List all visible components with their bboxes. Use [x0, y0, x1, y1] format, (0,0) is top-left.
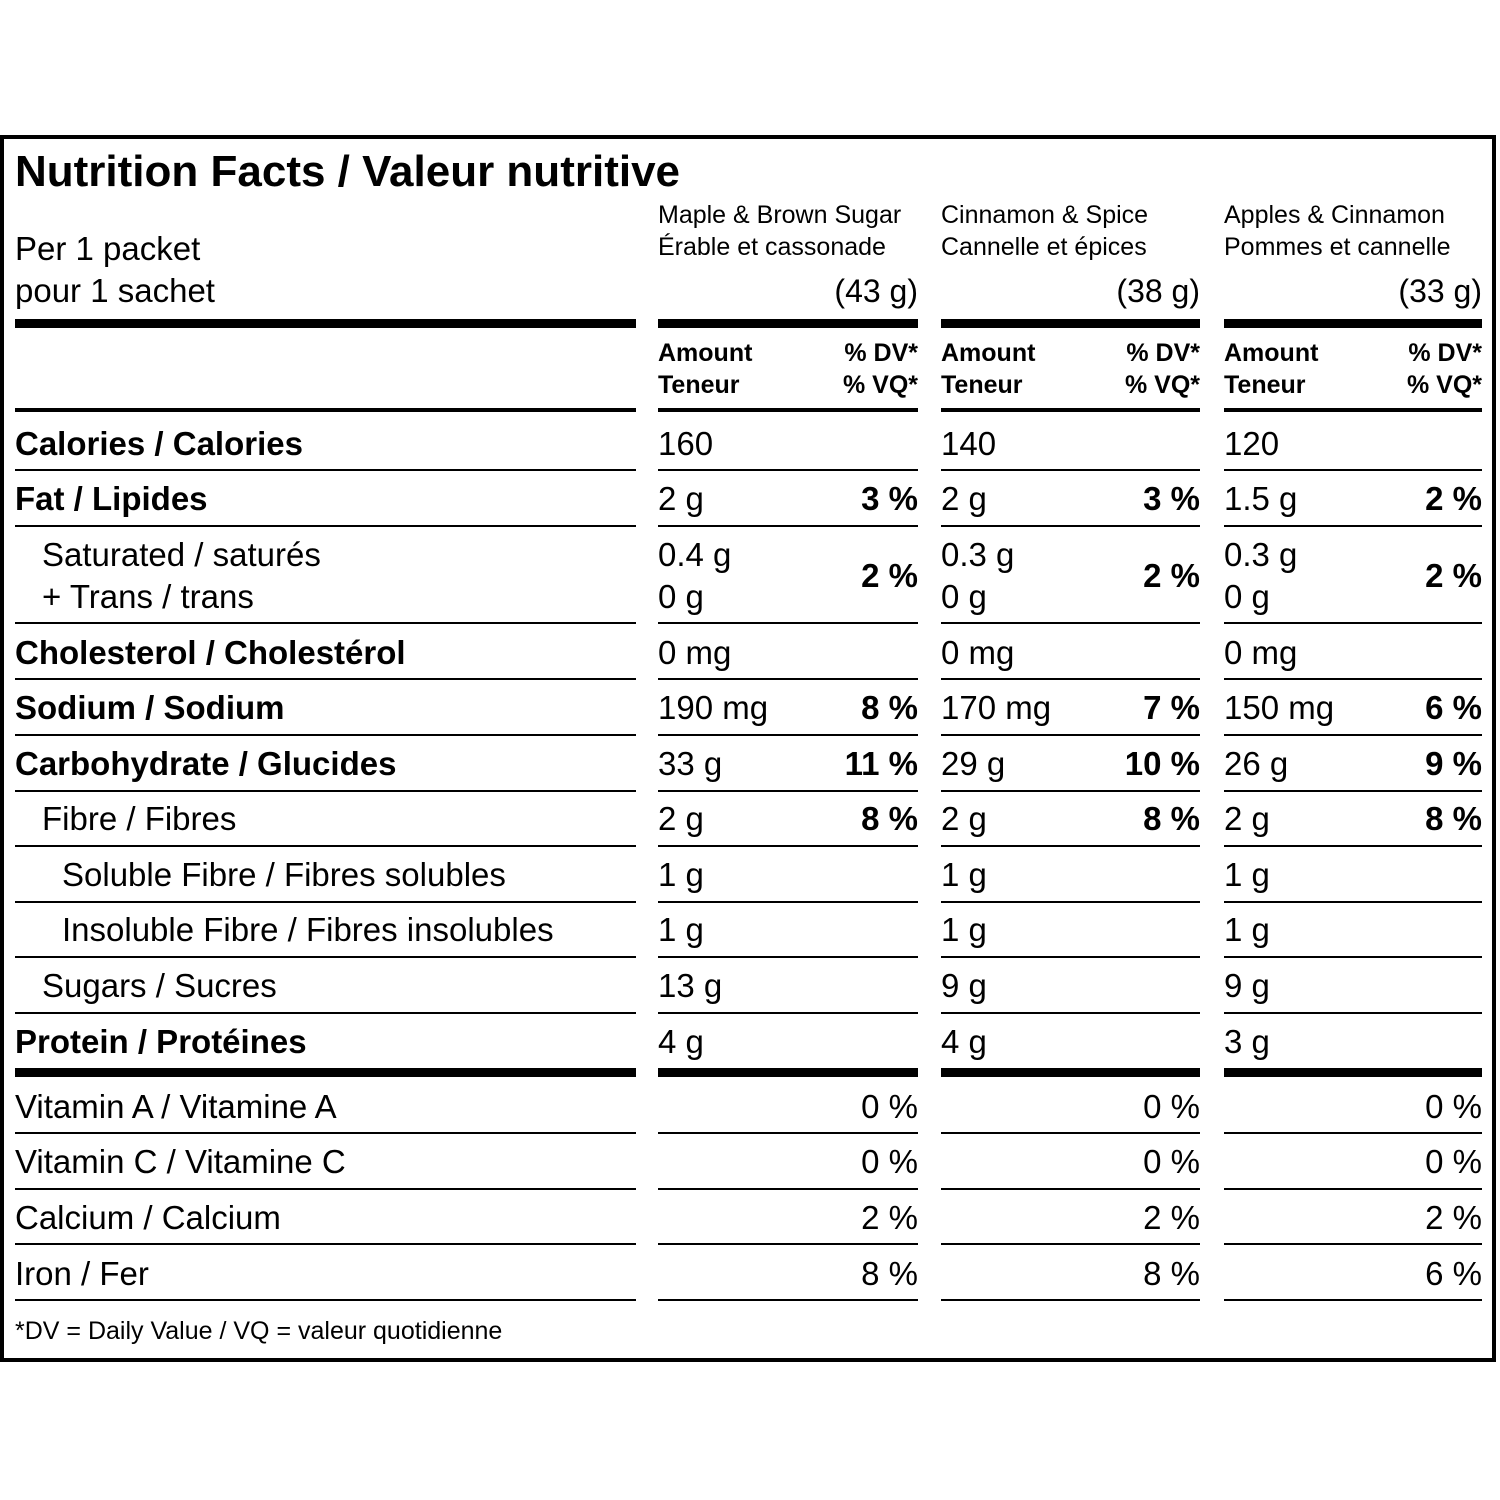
vitamin-dv: 0 %	[1143, 1143, 1200, 1180]
vitamin-dv: 0 %	[1143, 1088, 1200, 1125]
nutrient-amount: 9 g	[1224, 967, 1270, 1004]
header-rule	[658, 408, 918, 412]
vq-label: % VQ*	[1406, 371, 1482, 399]
nutrient-amount: 2 g	[658, 800, 704, 837]
nutrient-label: Soluble Fibre / Fibres solubles	[62, 856, 506, 893]
nutrient-amount: 1 g	[658, 856, 704, 893]
nutrient-amount: 0.4 g	[658, 536, 732, 573]
thick-rule-top	[941, 319, 1200, 328]
row-divider	[15, 1012, 636, 1014]
vitamin-dv: 0 %	[1425, 1088, 1482, 1125]
vitamin-dv: 0 %	[861, 1088, 918, 1125]
nutrient-amount: 0 mg	[658, 634, 732, 671]
amount-label-fr: Teneur	[1224, 371, 1306, 399]
amount-label-fr: Teneur	[941, 371, 1023, 399]
row-divider	[1224, 734, 1482, 736]
nutrient-amount: 170 mg	[941, 689, 1052, 726]
vitamin-dv: 8 %	[861, 1255, 918, 1292]
amount-label: Amount	[658, 339, 753, 367]
nutrient-amount: 1 g	[658, 911, 704, 948]
nutrient-dv: 7 %	[1143, 689, 1200, 726]
row-divider	[1224, 678, 1482, 680]
product-name-fr: Érable et cassonade	[658, 233, 886, 261]
row-divider	[941, 1188, 1200, 1190]
nutrient-label: Carbohydrate / Glucides	[15, 745, 397, 782]
nutrient-amount: 1 g	[1224, 856, 1270, 893]
row-divider	[658, 956, 918, 958]
row-divider	[941, 1243, 1200, 1245]
row-divider	[1224, 1188, 1482, 1190]
serving-size-fr: pour 1 sachet	[15, 272, 215, 309]
product-name-fr: Cannelle et épices	[941, 233, 1147, 261]
amount-label: Amount	[1224, 339, 1319, 367]
nutrient-amount-secondary: 0 g	[658, 578, 704, 615]
nutrient-amount: 190 mg	[658, 689, 769, 726]
nutrient-dv: 2 %	[861, 557, 918, 594]
row-divider	[1224, 469, 1482, 471]
product-serving-size: (43 g)	[834, 273, 918, 309]
nutrient-label: Cholesterol / Cholestérol	[15, 634, 406, 671]
nutrient-dv: 6 %	[1425, 689, 1482, 726]
row-divider	[1224, 845, 1482, 847]
row-divider	[1224, 790, 1482, 792]
row-divider	[15, 956, 636, 958]
row-divider	[658, 845, 918, 847]
product-name-en: Apples & Cinnamon	[1224, 201, 1445, 229]
nutrient-amount: 9 g	[941, 967, 987, 1004]
thick-rule-top	[1224, 319, 1482, 328]
vitamin-label: Calcium / Calcium	[15, 1199, 281, 1236]
row-divider	[1224, 525, 1482, 527]
nutrient-amount: 2 g	[658, 480, 704, 517]
row-divider	[658, 525, 918, 527]
nutrient-amount-secondary: 0 g	[941, 578, 987, 615]
nutrient-dv: 10 %	[1124, 745, 1200, 782]
nutrient-amount: 33 g	[658, 745, 723, 782]
nutrient-amount: 1.5 g	[1224, 480, 1298, 517]
nutrient-amount: 13 g	[658, 967, 723, 1004]
row-divider	[941, 734, 1200, 736]
nutrient-dv: 11 %	[844, 745, 918, 782]
row-divider	[658, 734, 918, 736]
vitamin-dv: 0 %	[861, 1143, 918, 1180]
nutrient-amount: 3 g	[1224, 1023, 1270, 1060]
nutrient-dv: 8 %	[1143, 800, 1200, 837]
row-divider	[941, 790, 1200, 792]
product-name-en: Cinnamon & Spice	[941, 201, 1149, 229]
dv-label: % DV*	[1408, 339, 1482, 367]
row-divider	[658, 1012, 918, 1014]
row-divider	[941, 525, 1200, 527]
row-divider	[658, 678, 918, 680]
row-divider	[941, 678, 1200, 680]
row-divider	[941, 956, 1200, 958]
nutrient-label: Fibre / Fibres	[42, 800, 237, 837]
row-divider	[15, 1132, 636, 1134]
nutrient-amount: 0.3 g	[941, 536, 1015, 573]
thick-rule-bottom	[658, 1068, 918, 1077]
thick-rule-bottom	[15, 1068, 636, 1077]
row-divider	[941, 469, 1200, 471]
row-divider	[658, 469, 918, 471]
vitamin-dv: 2 %	[1425, 1199, 1482, 1236]
header-rule	[941, 408, 1200, 412]
row-divider	[1224, 901, 1482, 903]
header-rule	[15, 408, 636, 412]
row-divider	[941, 845, 1200, 847]
vitamin-label: Vitamin C / Vitamine C	[15, 1143, 346, 1180]
row-divider	[15, 469, 636, 471]
nutrition-facts-panel	[0, 135, 1496, 1362]
nutrient-dv: 3 %	[861, 480, 918, 517]
nutrient-amount-secondary: 0 g	[1224, 578, 1270, 615]
row-divider	[658, 1132, 918, 1134]
row-divider	[658, 622, 918, 624]
vq-label: % VQ*	[842, 371, 918, 399]
vitamin-dv: 8 %	[1143, 1255, 1200, 1292]
nutrient-dv: 9 %	[1425, 745, 1482, 782]
row-divider	[15, 845, 636, 847]
panel-title: Nutrition Facts / Valeur nutritive	[15, 147, 681, 196]
nutrient-amount: 2 g	[941, 800, 987, 837]
row-divider	[15, 622, 636, 624]
vitamin-dv: 2 %	[1143, 1199, 1200, 1236]
amount-label: Amount	[941, 339, 1036, 367]
nutrient-amount: 140	[941, 425, 997, 462]
row-divider	[1224, 622, 1482, 624]
thick-rule-top	[658, 319, 918, 328]
product-serving-size: (38 g)	[1116, 273, 1200, 309]
row-divider	[15, 790, 636, 792]
nutrient-label-secondary: + Trans / trans	[42, 578, 254, 615]
dv-label: % DV*	[1126, 339, 1200, 367]
nutrient-label: Calories / Calories	[15, 425, 303, 462]
row-divider	[941, 1012, 1200, 1014]
row-divider	[15, 678, 636, 680]
nutrient-label: Protein / Protéines	[15, 1023, 307, 1060]
nutrient-amount: 26 g	[1224, 745, 1289, 782]
row-divider	[15, 525, 636, 527]
nutrient-amount: 29 g	[941, 745, 1006, 782]
product-name-fr: Pommes et cannelle	[1224, 233, 1451, 261]
dv-label: % DV*	[844, 339, 918, 367]
nutrient-label: Insoluble Fibre / Fibres insolubles	[62, 911, 554, 948]
nutrient-label: Sodium / Sodium	[15, 689, 285, 726]
row-divider	[15, 1243, 636, 1245]
vitamin-label: Iron / Fer	[15, 1255, 149, 1292]
nutrient-amount: 150 mg	[1224, 689, 1335, 726]
row-divider	[1224, 956, 1482, 958]
nutrient-dv: 8 %	[861, 800, 918, 837]
nutrient-dv: 8 %	[861, 689, 918, 726]
row-divider	[658, 790, 918, 792]
thick-rule-top	[15, 319, 636, 328]
row-divider	[658, 1299, 918, 1301]
nutrient-amount: 2 g	[1224, 800, 1270, 837]
nutrient-amount: 0 mg	[1224, 634, 1298, 671]
row-divider	[658, 1188, 918, 1190]
nutrient-amount: 160	[658, 425, 714, 462]
product-serving-size: (33 g)	[1398, 273, 1482, 309]
nutrient-dv: 2 %	[1425, 480, 1482, 517]
row-divider	[658, 901, 918, 903]
nutrient-amount: 1 g	[1224, 911, 1270, 948]
nutrient-dv: 2 %	[1425, 557, 1482, 594]
nutrient-dv: 3 %	[1143, 480, 1200, 517]
row-divider	[1224, 1132, 1482, 1134]
nutrient-amount: 0 mg	[941, 634, 1015, 671]
nutrient-label: Fat / Lipides	[15, 480, 208, 517]
vitamin-label: Vitamin A / Vitamine A	[15, 1088, 337, 1125]
thick-rule-bottom	[1224, 1068, 1482, 1077]
row-divider	[1224, 1012, 1482, 1014]
footnote: *DV = Daily Value / VQ = valeur quotidienne	[15, 1317, 503, 1345]
thick-rule-bottom	[941, 1068, 1200, 1077]
row-divider	[15, 1188, 636, 1190]
serving-size-en: Per 1 packet	[15, 230, 201, 267]
nutrient-amount: 4 g	[941, 1023, 987, 1060]
nutrient-label: Saturated / saturés	[42, 536, 321, 573]
row-divider	[15, 901, 636, 903]
vq-label: % VQ*	[1124, 371, 1200, 399]
header-rule	[1224, 408, 1482, 412]
product-name-en: Maple & Brown Sugar	[658, 201, 902, 229]
vitamin-dv: 6 %	[1425, 1255, 1482, 1292]
vitamin-dv: 0 %	[1425, 1143, 1482, 1180]
nutrient-dv: 8 %	[1425, 800, 1482, 837]
row-divider	[15, 1299, 636, 1301]
nutrient-amount: 2 g	[941, 480, 987, 517]
row-divider	[941, 622, 1200, 624]
nutrient-amount: 1 g	[941, 911, 987, 948]
row-divider	[15, 734, 636, 736]
row-divider	[1224, 1243, 1482, 1245]
row-divider	[941, 1299, 1200, 1301]
nutrient-amount: 0.3 g	[1224, 536, 1298, 573]
nutrient-amount: 4 g	[658, 1023, 704, 1060]
nutrient-label: Sugars / Sucres	[42, 967, 277, 1004]
nutrient-dv: 2 %	[1143, 557, 1200, 594]
row-divider	[1224, 1299, 1482, 1301]
row-divider	[941, 1132, 1200, 1134]
nutrient-amount: 1 g	[941, 856, 987, 893]
row-divider	[658, 1243, 918, 1245]
row-divider	[941, 901, 1200, 903]
nutrient-amount: 120	[1224, 425, 1280, 462]
vitamin-dv: 2 %	[861, 1199, 918, 1236]
amount-label-fr: Teneur	[658, 371, 740, 399]
